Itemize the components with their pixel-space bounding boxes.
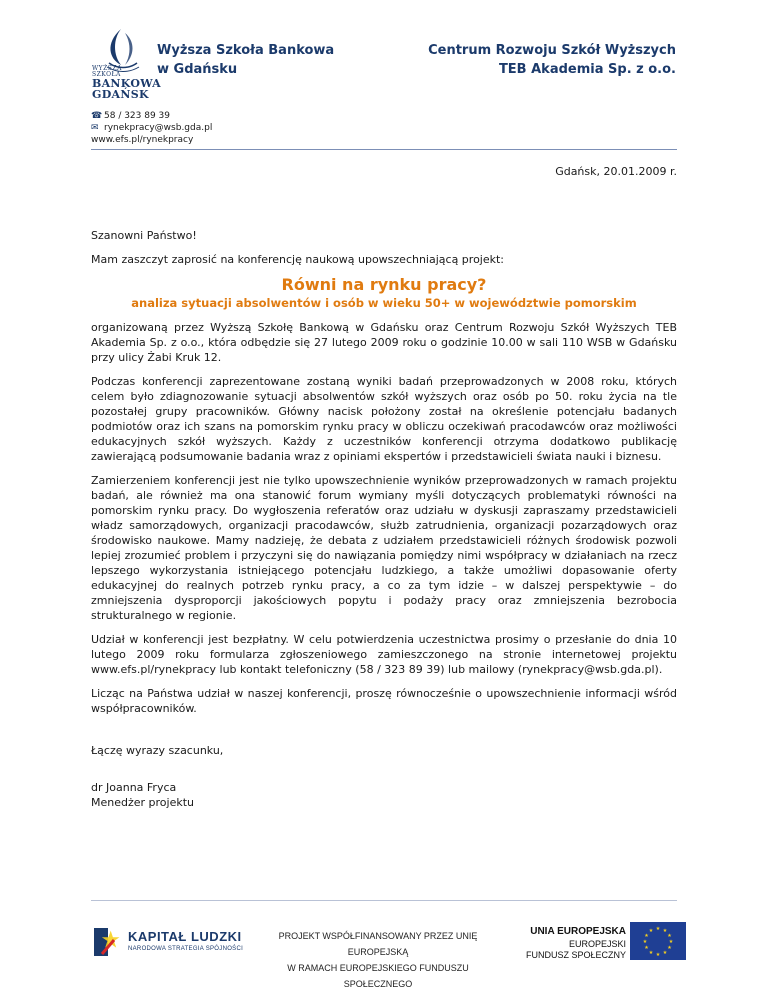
eu-fund-label: [526, 926, 626, 961]
wsb-logo-wordmark: [92, 65, 162, 101]
svg-text:★: ★: [648, 950, 654, 956]
logo-text-line: BANKOWA: [92, 77, 162, 90]
phone-row: [91, 110, 212, 122]
cofinancing-notice: [262, 928, 494, 992]
svg-text:★: ★: [667, 933, 672, 939]
logo-text-line: GDAŃSK: [92, 88, 149, 101]
svg-text:★: ★: [662, 928, 668, 934]
salutation: Szanowni Państwo!: [91, 229, 197, 242]
organization-left: [157, 41, 334, 79]
paragraph: organizowaną przez Wyższą Szkołę Bankową w Gdańsku oraz Centrum Rozwoju Szkół Wyższych TEB Akademia Sp. z o.o., która odbędzie się 27 lutego 2009 roku o godzinie 10.00 w sali 110 WSB w Gdańsku przy ulicy Żabi Kruk 12.: [91, 321, 677, 364]
letter-body: [91, 228, 677, 810]
letter-date: Gdańsk, 20.01.2009 r.: [555, 165, 677, 178]
website-link[interactable]: www.efs.pl/rynekpracy: [91, 135, 194, 145]
kapital-ludzki-logo-icon: [92, 924, 128, 960]
project-title: Równi na rynku pracy?: [281, 275, 487, 294]
org-left-line: Wyższa Szkoła Bankowa: [157, 43, 335, 58]
org-left-line: w Gdańsku: [157, 62, 238, 77]
footer-divider: [91, 900, 677, 901]
svg-text:★: ★: [644, 933, 649, 939]
header-divider: [91, 149, 677, 150]
email-address[interactable]: rynekpracy@wsb.gda.pl: [104, 123, 213, 133]
signature-role: Menedżer projektu: [91, 796, 195, 809]
phone-number: 58 / 323 89 39: [104, 111, 171, 121]
paragraph: Udział w konferencji jest bezpłatny. W celu potwierdzenia uczestnictwa prosimy o przesłanie do dnia 10 lutego 2009 roku formularza zgłoszeniowego zamieszczonego na stronie internetowej projektu www.efs.pl/rynekpracy lub kontakt telefoniczny (58 / 323 89 39) lub mailowy (rynekpracy@wsb.gda.pl).: [91, 633, 677, 676]
kapital-ludzki-subtitle: NARODOWA STRATEGIA SPÓJNOŚCI: [128, 946, 244, 952]
intro-line: Mam zaszczyt zaprosić na konferencję naukową upowszechniającą projekt:: [91, 253, 505, 266]
project-subtitle: analiza sytuacji absolwentów i osób w wieku 50+ w województwie pomorskim: [131, 296, 637, 310]
svg-text:★: ★: [667, 945, 672, 951]
svg-text:★: ★: [644, 945, 649, 951]
cofinancing-line: PROJEKT WSPÓŁFINANSOWANY PRZEZ UNIĘ EUROPEJSKĄ: [278, 931, 478, 957]
phone-icon: ☎: [91, 111, 103, 121]
paragraph: Zamierzeniem konferencji jest nie tylko upowszechnienie wyników przeprowadzonych w ramach projektu badań, ale również ma ona stanowić forum wymiany myśli dotyczących problematyki równości na pomorskim rynku pracy. Do wygłoszenia referatów oraz udziału w dyskusji zapraszamy przedstawicieli władz samorządowych, organizacji pracodawców, służb zatrudnienia, organizacji pozarządowych oraz środowisko naukowe. Mamy nadzieję, że debata z udziałem przedstawicieli różnych środowisk pozwoli lepiej zrozumieć problem i przyczyni się do nawiązania pomiędzy nimi współpracy w działaniach na rzecz lepszego wykorzystania istniejącego potencjału ludzkiego, a także umożliwi dopasowanie oferty edukacyjnej do realnych potrzeb rynku pracy, a co za tym idzie – w dalszej perspektywie – do zmniejszenia dysproporcji jakościowych popytu i podaży pracy oraz zmniejszenia bezrobocia strukturalnego w regionie.: [91, 474, 677, 622]
cofinancing-line: W RAMACH EUROPEJSKIEGO FUNDUSZU SPOŁECZNEGO: [287, 963, 469, 989]
kapital-ludzki-title: KAPITAŁ LUDZKI: [128, 929, 242, 944]
org-right-line: Centrum Rozwoju Szkół Wyższych: [428, 43, 676, 58]
svg-text:★: ★: [662, 950, 668, 956]
svg-text:★: ★: [642, 939, 648, 945]
paragraph: Podczas konferencji zaprezentowane zostaną wyniki badań przeprowadzonych w 2008 roku, których celem było zdiagnozowanie sytuacji absolwentów szkół wyższych oraz osób po 50. roku życia na tle pozostałej grupy pracowników. Główny nacisk położony został na określenie potencjału badanych podmiotów oraz ich szans na pomorskim rynku pracy w obliczu oczekiwań pracodawców oraz możliwości edukacyjnych szkół wyższych. Każdy z uczestników konferencji otrzyma dodatkowo publikację zawierającą podsumowanie badania wraz z opiniami ekspertów i przedstawicieli świata nauki i biznesu.: [91, 375, 677, 463]
contact-info: [91, 110, 212, 146]
signature-name: dr Joanna Fryca: [91, 781, 177, 794]
logo-text-line: WYŻSZA SZKOŁA: [92, 65, 122, 78]
eu-title: UNIA EUROPEJSKA: [530, 926, 626, 937]
envelope-icon: ✉: [91, 123, 99, 133]
eu-fund-line: FUNDUSZ SPOŁECZNY: [525, 950, 626, 960]
org-right-line: TEB Akademia Sp. z o.o.: [498, 62, 676, 77]
svg-text:★: ★: [668, 939, 674, 945]
organization-right: [428, 41, 676, 79]
paragraph: Licząc na Państwa udział w naszej konferencji, proszę równocześnie o upowszechnienie informacji wśród współpracowników.: [91, 687, 677, 715]
svg-text:★: ★: [648, 928, 654, 934]
svg-text:★: ★: [655, 952, 661, 958]
eu-fund-line: EUROPEJSKI: [568, 939, 626, 949]
website-row: [91, 134, 212, 146]
svg-text:★: ★: [655, 926, 661, 932]
eu-flag-icon: [630, 922, 686, 960]
email-row: [91, 122, 212, 134]
closing-line: Łączę wyrazy szacunku,: [91, 744, 224, 757]
